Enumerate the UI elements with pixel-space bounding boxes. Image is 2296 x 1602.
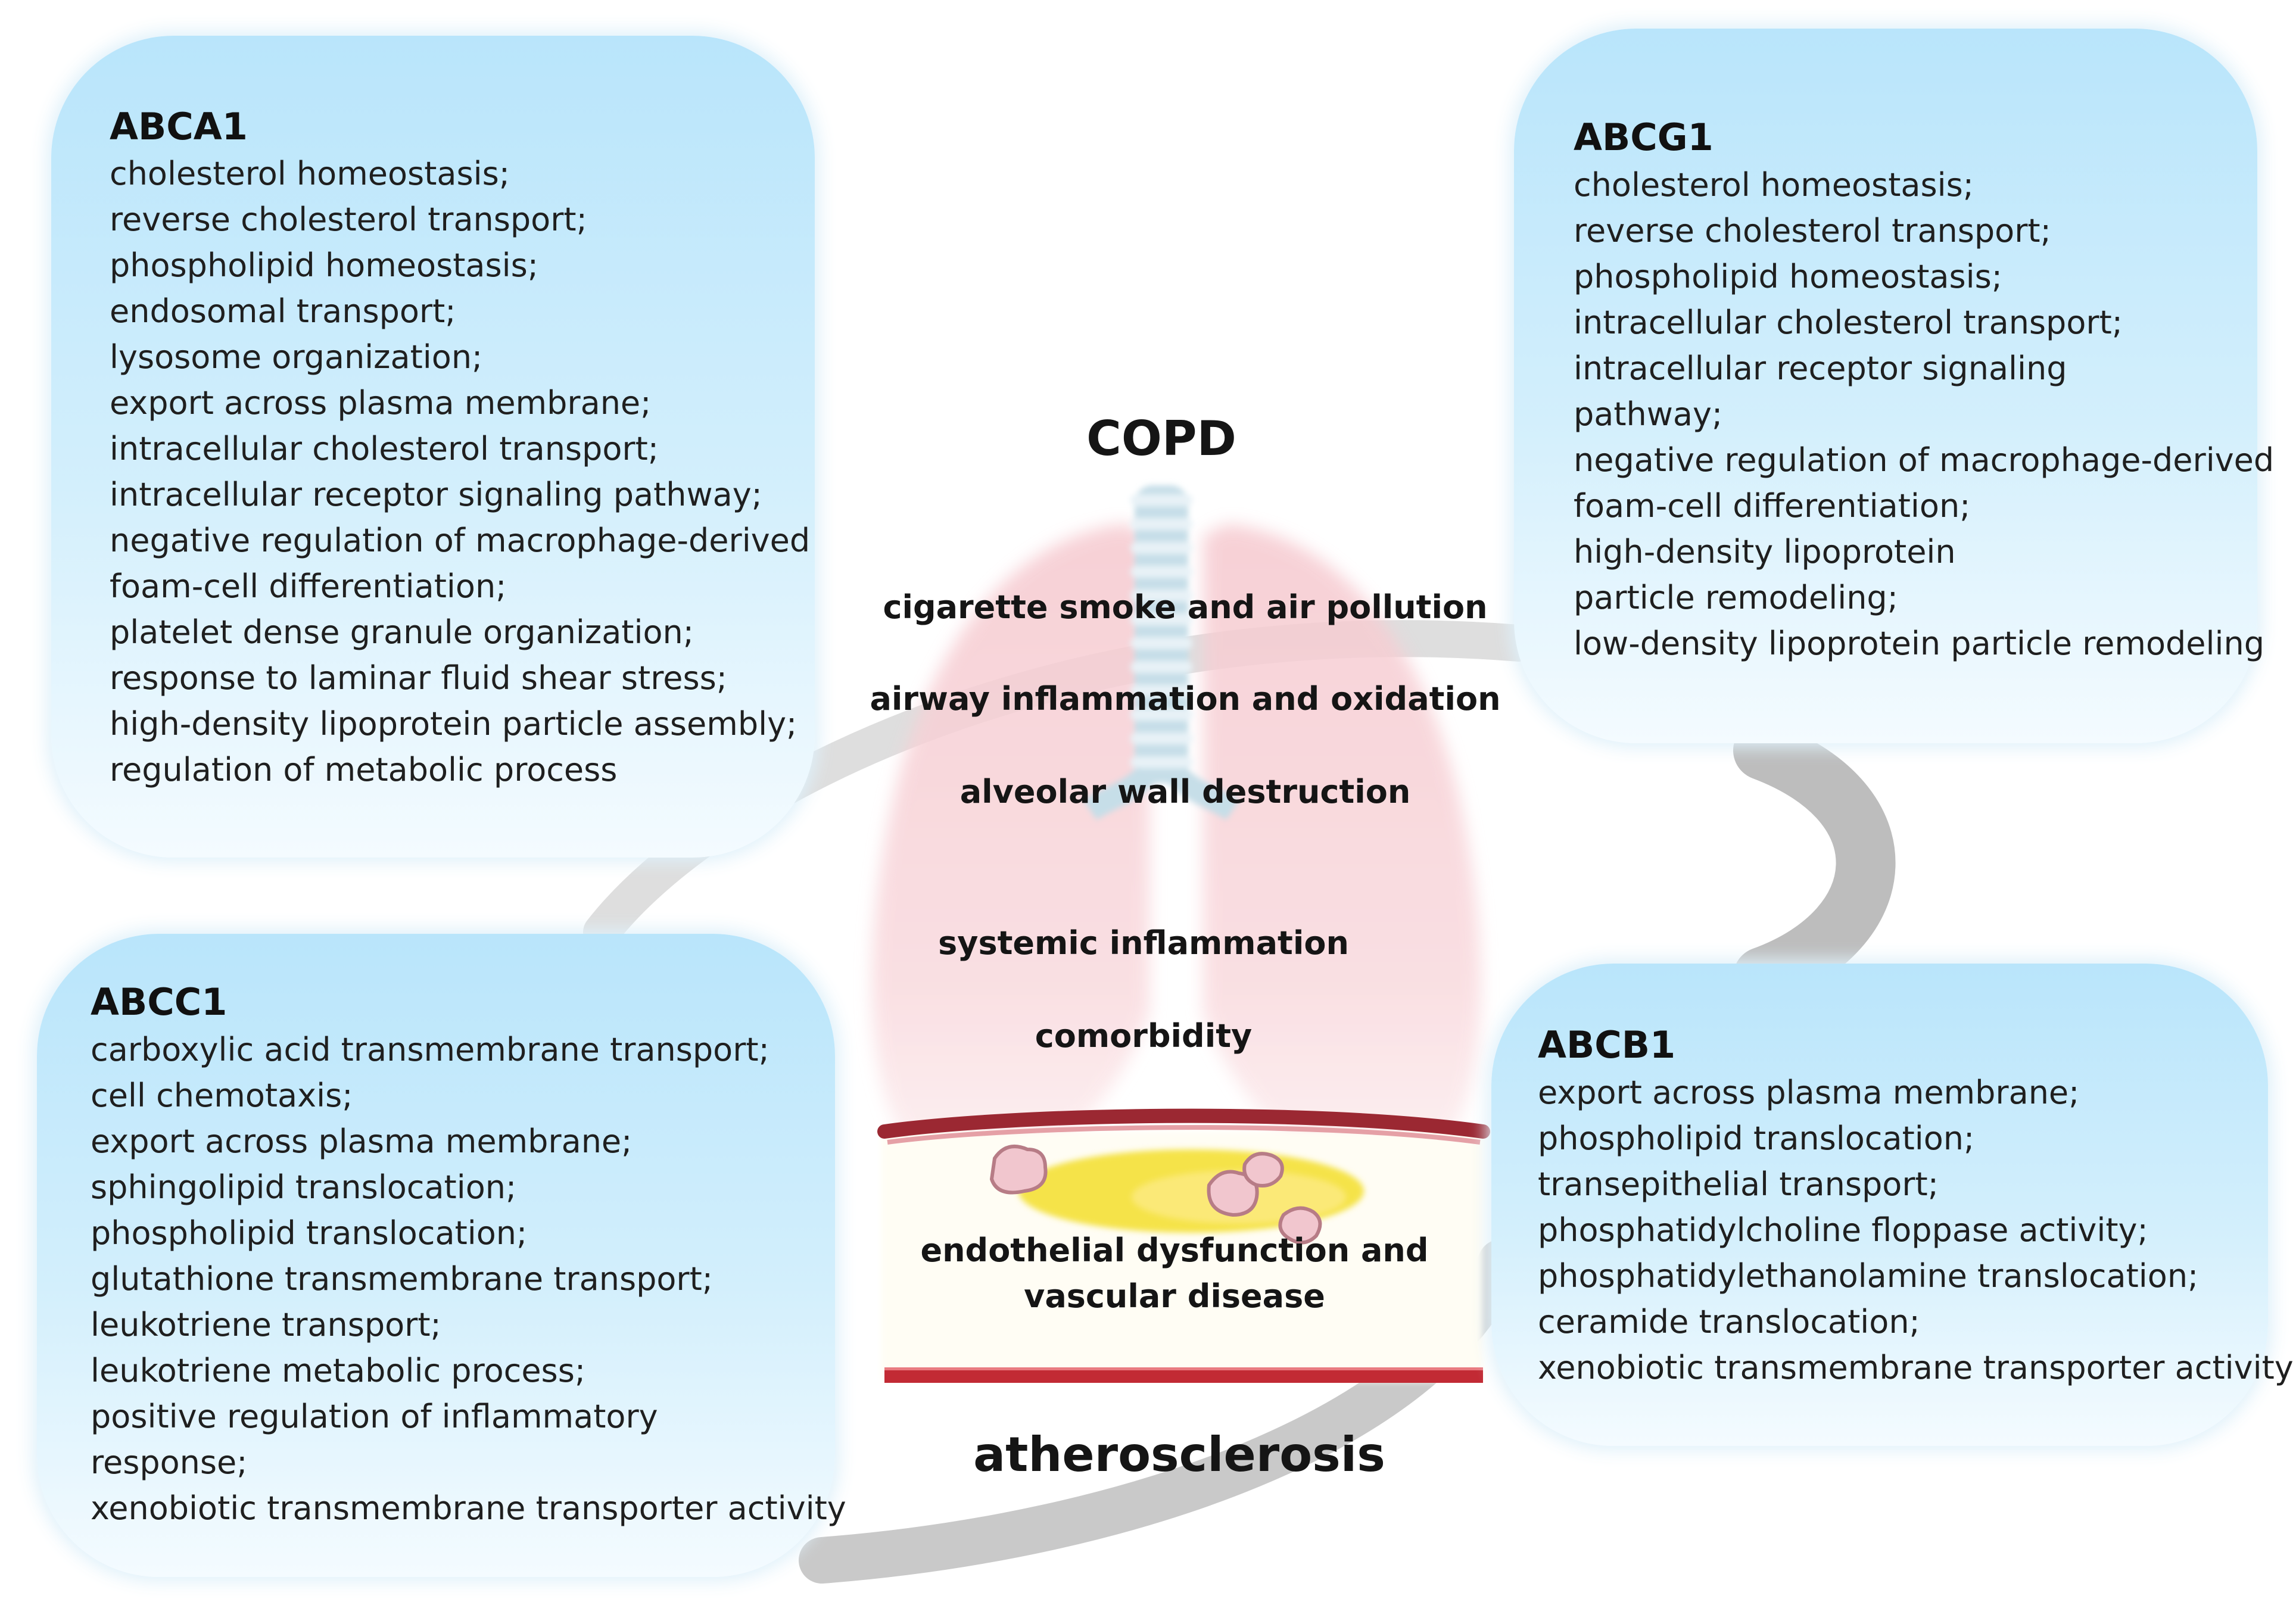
abcg1-function-item: phospholipid homeostasis; [1574, 258, 2002, 295]
abca1-title: ABCA1 [110, 105, 248, 148]
abcg1-function-item: foam-cell differentiation; [1574, 487, 1971, 525]
abca1-function-item: intracellular cholesterol transport; [110, 430, 659, 467]
copd-step-4: systemic inflammation [938, 924, 1349, 962]
abcc1-function-item: export across plasma membrane; [91, 1123, 633, 1160]
abcc1-box [37, 934, 846, 1577]
abcb1-function-list [1538, 1070, 2294, 1391]
abcg1-function-item: pathway; [1574, 395, 1723, 433]
copd-title: COPD [1086, 411, 1236, 466]
abca1-function-item: intracellular receptor signaling pathway; [110, 476, 762, 513]
abcg1-function-item: cholesterol homeostasis; [1574, 166, 1974, 204]
abcg1-function-list [1574, 162, 2274, 666]
abcg1-function-item: reverse cholesterol transport; [1574, 212, 2051, 250]
abca1-function-item: negative regulation of macrophage-derived [110, 522, 811, 559]
abcg1-function-item: intracellular cholesterol transport; [1574, 304, 2123, 341]
copd-step-1: cigarette smoke and air pollution [883, 588, 1488, 626]
abcc1-function-item: leukotriene transport; [91, 1306, 441, 1344]
abcc1-function-list [91, 1027, 846, 1531]
abca1-function-item: endosomal transport; [110, 292, 456, 330]
abcc1-function-item: xenobiotic transmembrane transporter activity [91, 1489, 846, 1527]
abca1-function-item: regulation of metabolic process [110, 751, 618, 788]
copd-step-3: alveolar wall destruction [959, 773, 1411, 811]
abcb1-function-item: transepithelial transport; [1538, 1165, 1939, 1203]
vascular-line-1: endothelial dysfunction and [920, 1232, 1429, 1269]
abcb1-function-item: phosphatidylethanolamine translocation; [1538, 1257, 2199, 1295]
abca1-function-item: platelet dense granule organization; [110, 613, 694, 651]
abcb1-function-item: ceramide translocation; [1538, 1303, 1920, 1341]
abca1-function-item: lysosome organization; [110, 338, 483, 376]
abca1-box [51, 36, 815, 858]
abcg1-title: ABCG1 [1574, 116, 1714, 159]
abca1-function-list [110, 151, 810, 793]
abcc1-function-item: response; [91, 1444, 248, 1481]
copd-step-5: comorbidity [1035, 1017, 1253, 1055]
abca1-function-item: high-density lipoprotein particle assembly; [110, 705, 797, 743]
abca1-function-item: reverse cholesterol transport; [110, 201, 587, 238]
abcb1-function-item: export across plasma membrane; [1538, 1074, 2080, 1111]
abcc1-function-item: leukotriene metabolic process; [91, 1352, 586, 1389]
abcc1-function-item: phospholipid translocation; [91, 1214, 528, 1252]
abcg1-function-item: negative regulation of macrophage-derived [1574, 441, 2275, 479]
abca1-function-item: foam-cell differentiation; [110, 568, 507, 605]
abcc1-function-item: positive regulation of inflammatory [91, 1398, 658, 1435]
copd-step-2: airway inflammation and oxidation [870, 680, 1501, 718]
abcg1-box [1514, 29, 2275, 743]
atherosclerosis-title: atherosclerosis [973, 1427, 1385, 1482]
abcc1-function-item: carboxylic acid transmembrane transport; [91, 1031, 770, 1068]
abca1-function-item: export across plasma membrane; [110, 384, 652, 422]
abcc1-function-item: glutathione transmembrane transport; [91, 1260, 713, 1298]
abcg1-function-item: intracellular receptor signaling [1574, 350, 2067, 387]
abcb1-function-item: xenobiotic transmembrane transporter activity [1538, 1349, 2294, 1386]
abcb1-function-item: phosphatidylcholine floppase activity; [1538, 1211, 2148, 1249]
abcb1-box [1491, 964, 2294, 1446]
abca1-function-item: response to laminar fluid shear stress; [110, 659, 727, 697]
abcg1-function-item: particle remodeling; [1574, 579, 1898, 616]
abcb1-function-item: phospholipid translocation; [1538, 1120, 1975, 1157]
abcc1-title: ABCC1 [91, 980, 228, 1024]
abca1-function-item: phospholipid homeostasis; [110, 247, 538, 284]
abcb1-title: ABCB1 [1538, 1023, 1676, 1067]
abcg1-function-item: low-density lipoprotein particle remodeling [1574, 625, 2264, 662]
abca1-function-item: cholesterol homeostasis; [110, 155, 510, 192]
abcg1-function-item: high-density lipoprotein [1574, 533, 1956, 571]
abcc1-function-item: cell chemotaxis; [91, 1077, 353, 1114]
vascular-line-2: vascular disease [1024, 1277, 1325, 1315]
abcc1-function-item: sphingolipid translocation; [91, 1168, 517, 1206]
